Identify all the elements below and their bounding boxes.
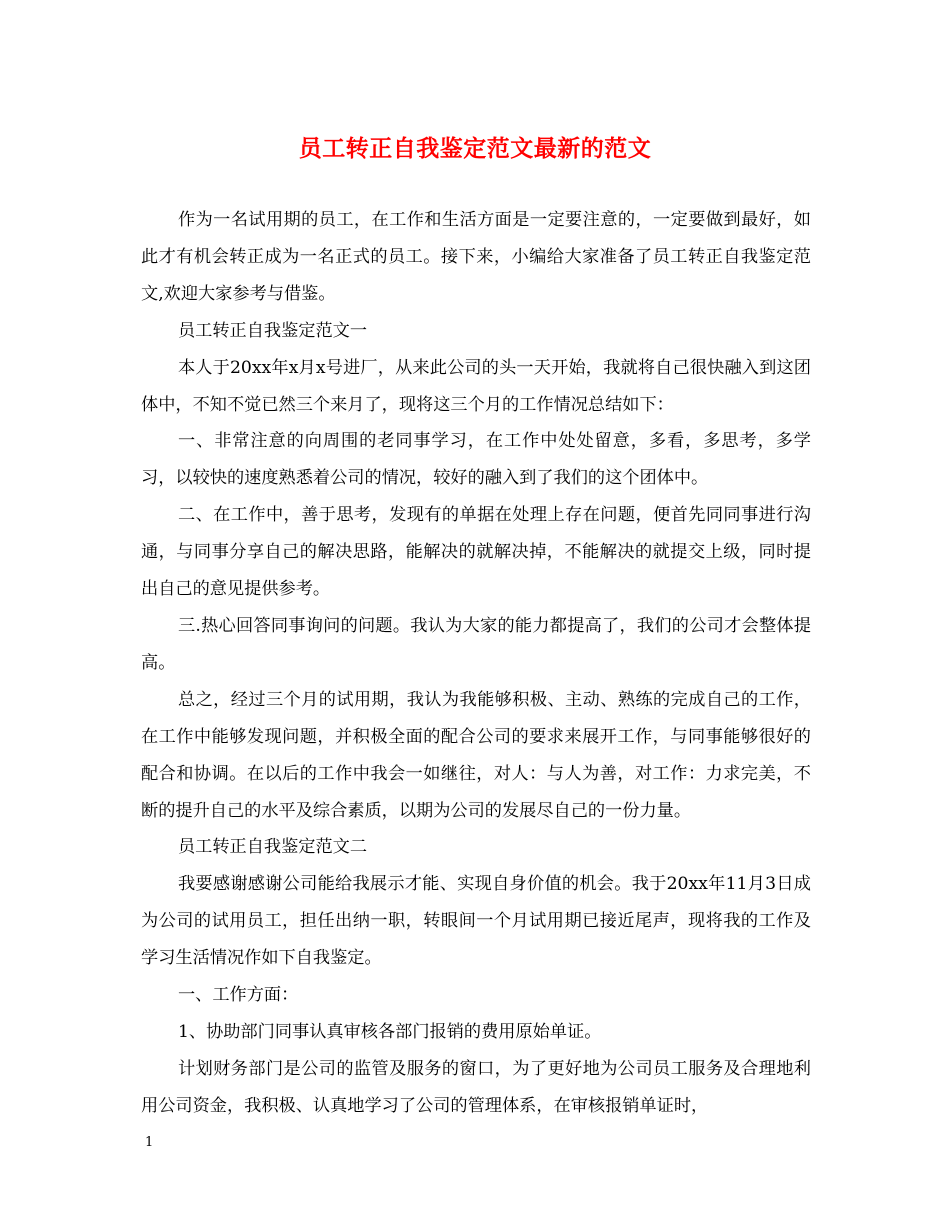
paragraph: 本人于20xx年x月x号进厂，从来此公司的头一天开始，我就将自己很快融入到这团体中，不知不觉已然三个来月了，现将这三个月的工作情况总结如下： (141, 357, 811, 415)
paragraph: 总之，经过三个月的试用期，我认为我能够积极、主动、熟练的完成自己的工作，在工作中能够发现问题，并积极全面的配合公司的要求来展开工作，与同事能够很好的配合和协调。在以后的工作中我会一如继往，对人：与人为善，对工作：力求完美，不断的提升自己的水平及综合素质，以期为公司的发展尽自己的一份力量。 (141, 689, 811, 821)
paragraph: 我要感谢感谢公司能给我展示才能、实现自身价值的机会。我于20xx年11月3日成为公司的试用员工，担任出纳一职，转眼间一个月试用期已接近尾声，现将我的工作及学习生活情况作如下自我鉴定。 (141, 874, 811, 969)
section-heading: 员工转正自我鉴定范文一 (177, 320, 368, 341)
paragraph: 二、在工作中，善于思考，发现有的单据在处理上存在问题，便首先同同事进行沟通，与同事分享自己的解决思路，能解决的就解决掉，不能解决的就提交上级，同时提出自己的意见提供参考。 (141, 505, 811, 600)
paragraph: 计划财务部门是公司的监管及服务的窗口，为了更好地为公司员工服务及合理地利用公司资金，我积极、认真地学习了公司的管理体系，在审核报销单证时， (141, 1058, 811, 1116)
paragraph: 1、协助部门同事认真审核各部门报销的费用原始单证。 (177, 1021, 602, 1042)
paragraph: 一、工作方面： (177, 985, 299, 1006)
page-number: 1 (145, 1135, 154, 1150)
document-title: 员工转正自我鉴定范文最新的范文 (298, 135, 652, 162)
paragraph: 作为一名试用期的员工，在工作和生活方面是一定要注意的，一定要做到最好，如此才有机会转正成为一名正式的员工。接下来，小编给大家准备了员工转正自我鉴定范文,欢迎大家参考与借鉴。 (141, 210, 811, 304)
section-heading: 员工转正自我鉴定范文二 (177, 837, 368, 858)
paragraph: 一、非常注意的向周围的老同事学习，在工作中处处留意，多看，多思考，多学习，以较快的速度熟悉着公司的情况，较好的融入到了我们的这个团体中。 (141, 431, 811, 489)
paragraph: 三.热心回答同事询问的问题。我认为大家的能力都提高了，我们的公司才会整体提高。 (141, 615, 811, 673)
document-body (141, 202, 811, 1125)
